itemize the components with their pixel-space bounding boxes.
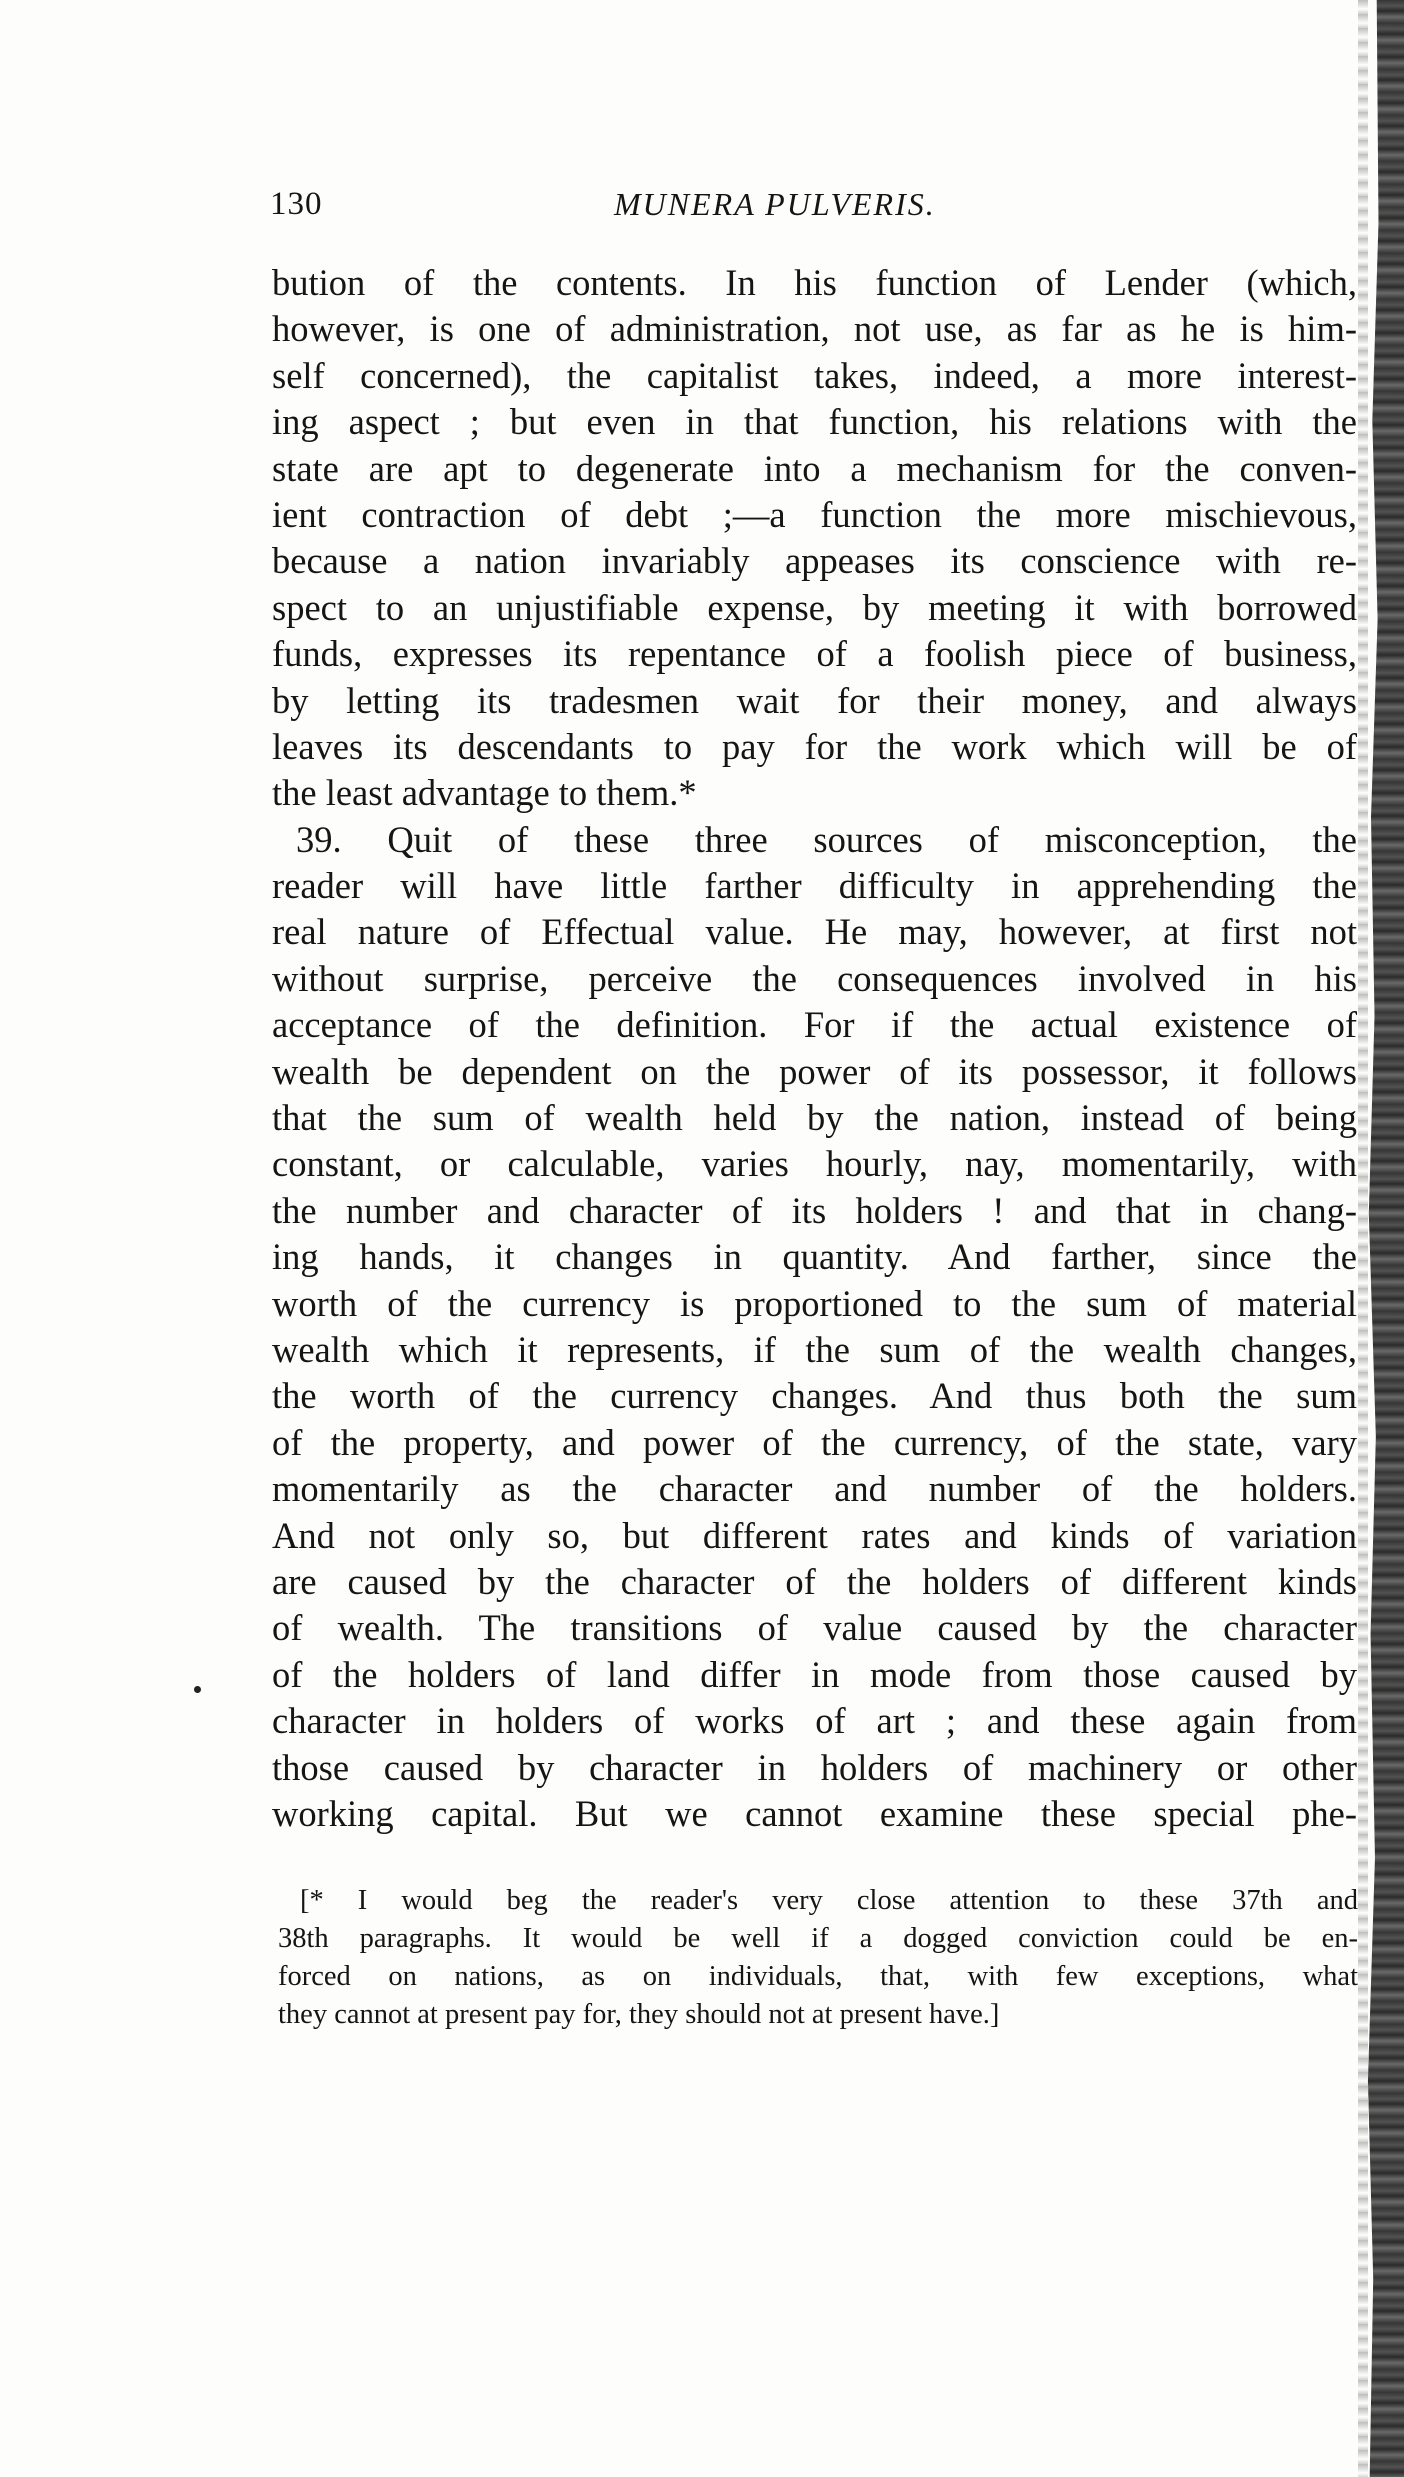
text-line: without surprise, perceive the consequences involved in his (272, 957, 1357, 999)
running-title: MUNERA PULVERIS. (614, 186, 936, 222)
text-line: spect to an unjustifiable expense, by meeting it with borrowed (272, 586, 1357, 628)
text-line: acceptance of the definition. For if the actual existence of (272, 1004, 1357, 1046)
text-line: reader will have little farther difficulty in apprehending the (272, 865, 1357, 907)
text-line: self concerned), the capitalist takes, indeed, a more interest- (272, 354, 1357, 396)
scanned-page-edge-shadow (1358, 0, 1368, 2477)
text-line: the worth of the currency changes. And thus both the sum (272, 1375, 1357, 1417)
text-line: ing aspect ; but even in that function, his relations with the (272, 401, 1357, 443)
text-line: are caused by the character of the holders of different kinds (272, 1560, 1357, 1602)
text-line: character in holders of works of art ; and these again from (272, 1700, 1357, 1742)
text-line: leaves its descendants to pay for the work which will be of (272, 725, 1357, 767)
text-line: wealth be dependent on the power of its possessor, it follows (272, 1050, 1357, 1092)
footnote-line: they cannot at present pay for, they should not at present have.] (278, 1999, 1000, 2030)
page-number: 130 (270, 186, 323, 222)
text-line: of wealth. The transitions of value caused by the character (272, 1607, 1357, 1649)
paragraph-start-line: 39. Quit of these three sources of misconception, the (296, 818, 1357, 860)
text-line: working capital. But we cannot examine these special phe- (272, 1792, 1357, 1834)
footnote-line: [* I would beg the reader's very close attention to these 37th and (300, 1885, 1358, 1916)
text-line: constant, or calculable, varies hourly, nay, momentarily, with (272, 1143, 1357, 1185)
text-line: funds, expresses its repentance of a foolish piece of business, (272, 633, 1357, 675)
body-text (272, 260, 1357, 1837)
text-line: momentarily as the character and number of the holders. (272, 1468, 1357, 1510)
text-line: worth of the currency is proportioned to the sum of material (272, 1282, 1357, 1324)
text-line: those caused by character in holders of machinery or other (272, 1746, 1357, 1788)
text-line: however, is one of administration, not use, as far as he is him- (272, 308, 1357, 350)
text-line: bution of the contents. In his function of Lender (which, (272, 262, 1357, 303)
ink-speck (194, 1686, 201, 1693)
text-line: And not only so, but different rates and kinds of variation (272, 1514, 1357, 1556)
page-header (270, 186, 1365, 238)
text-line: of the property, and power of the currency, of the state, vary (272, 1421, 1357, 1463)
footnote-line: forced on nations, as on individuals, that, with few exceptions, what (278, 1961, 1358, 1992)
text-line: real nature of Effectual value. He may, however, at first not (272, 911, 1357, 953)
text-line: the least advantage to them.* (272, 772, 697, 814)
text-line: state are apt to degenerate into a mechanism for the conven- (272, 447, 1357, 489)
text-line: of the holders of land differ in mode from those caused by (272, 1653, 1357, 1695)
text-line: wealth which it represents, if the sum of the wealth changes, (272, 1328, 1357, 1370)
footnote (278, 1882, 1358, 2034)
text-line: by letting its tradesmen wait for their money, and always (272, 679, 1357, 721)
text-line: because a nation invariably appeases its conscience with re- (272, 540, 1357, 582)
text-line: that the sum of wealth held by the nation, instead of being (272, 1097, 1357, 1139)
text-line: ing hands, it changes in quantity. And farther, since the (272, 1236, 1357, 1278)
text-line: ient contraction of debt ;—a function the more mischievous, (272, 493, 1357, 535)
footnote-line: 38th paragraphs. It would be well if a dogged conviction could be en- (278, 1923, 1358, 1954)
text-line: the number and character of its holders ! and that in chang- (272, 1189, 1357, 1231)
